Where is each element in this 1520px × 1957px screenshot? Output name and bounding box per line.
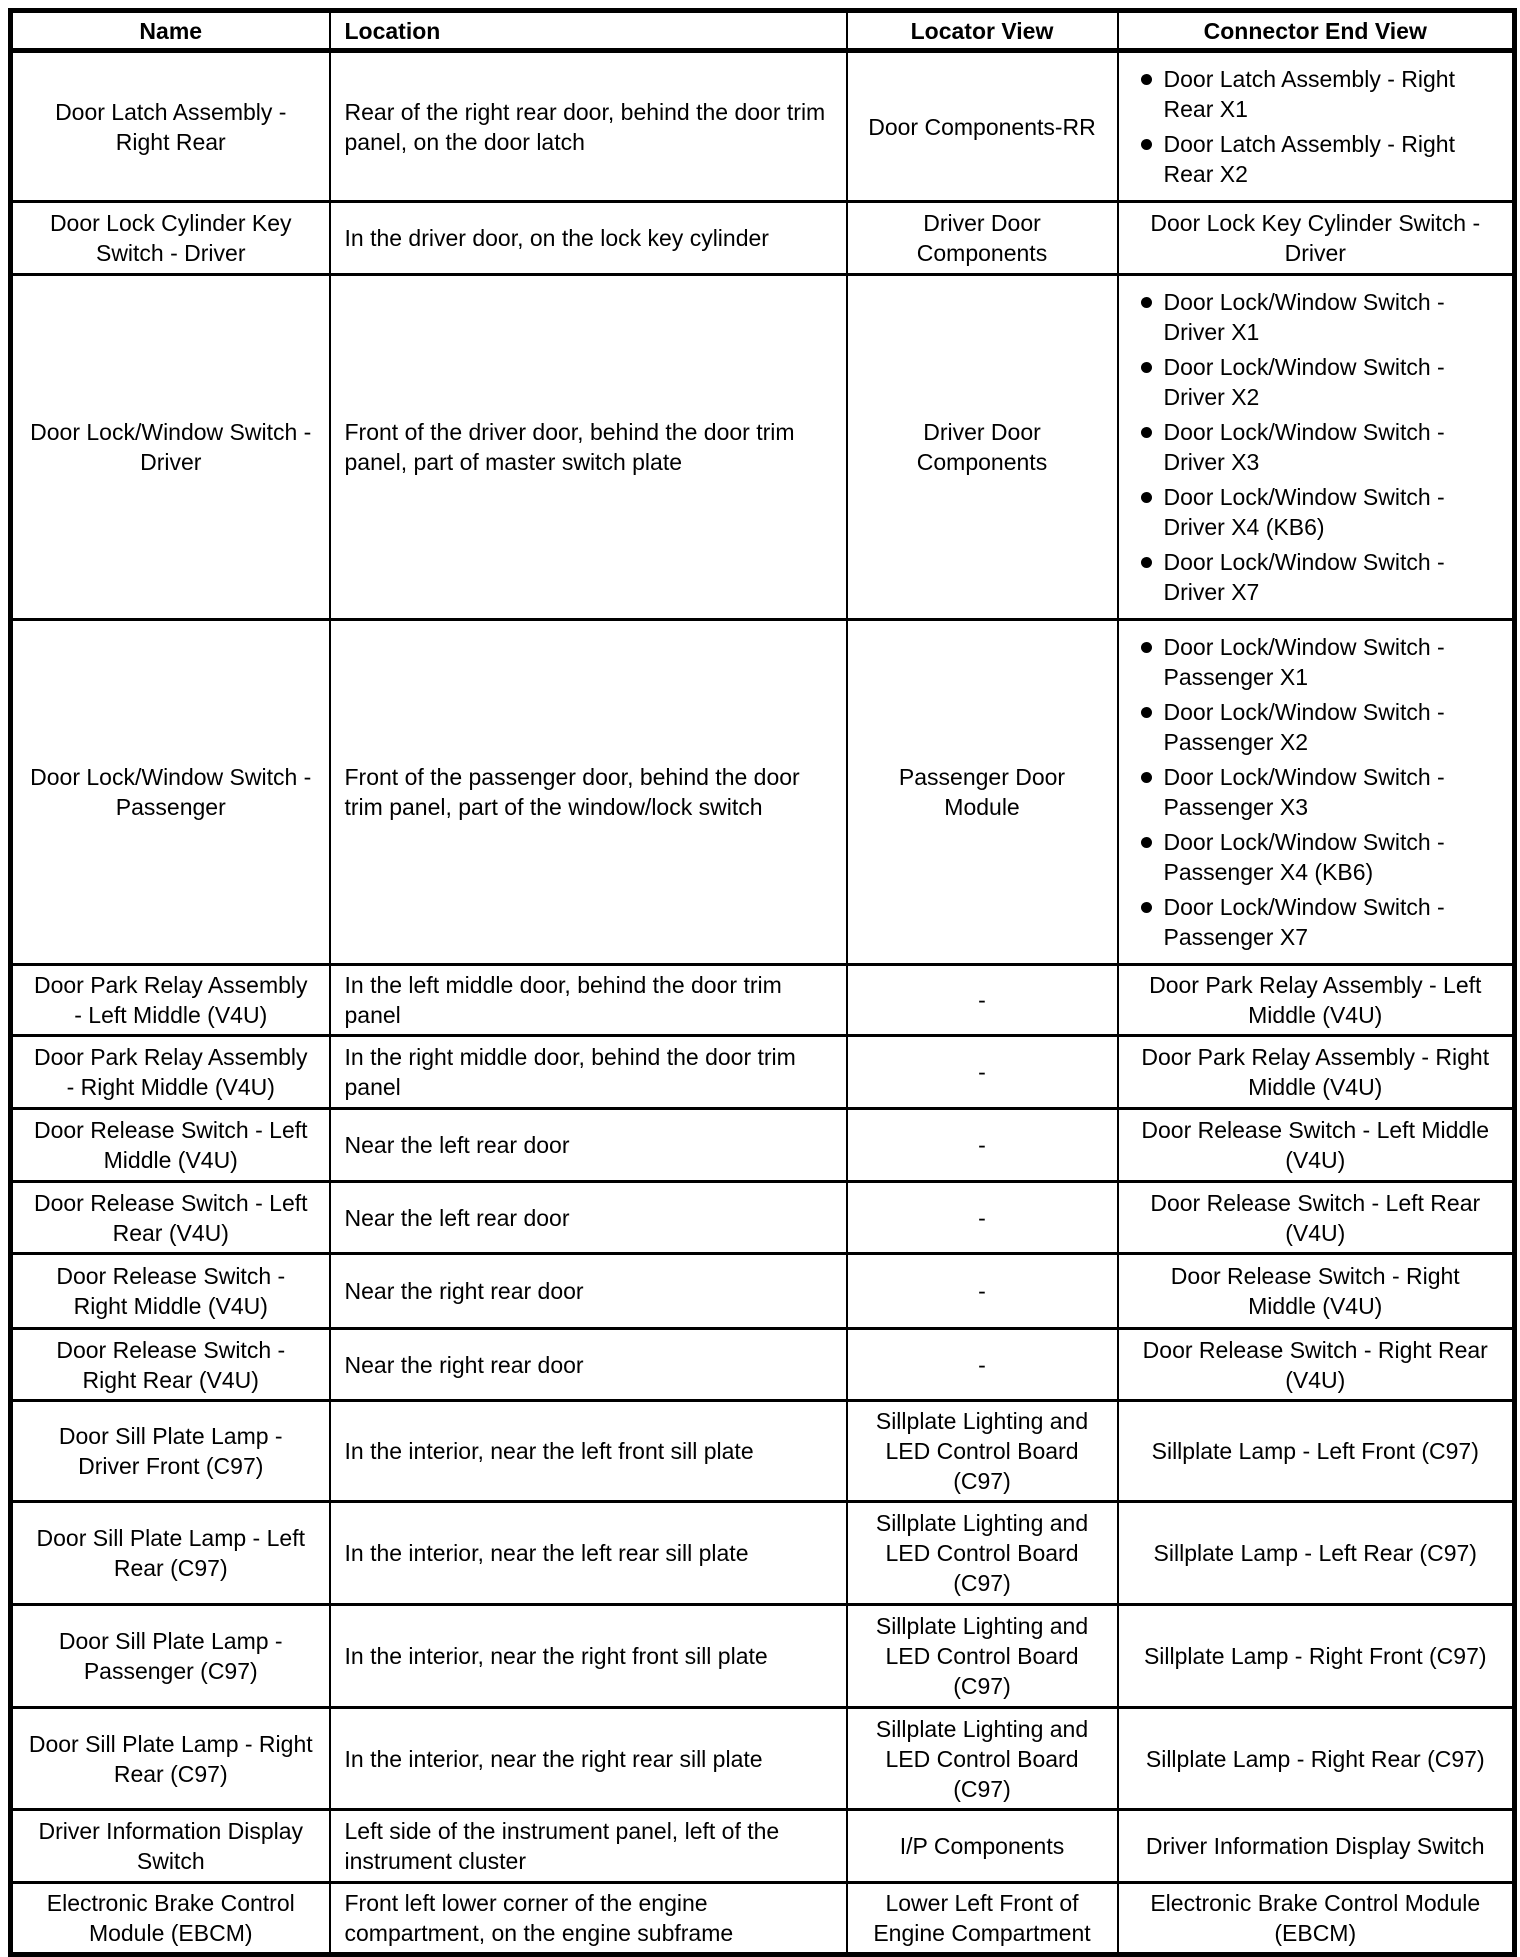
cell-connector-end-view: Door Release Switch - Right Rear (V4U) <box>1118 1329 1515 1401</box>
cell-name: Door Sill Plate Lamp - Driver Front (C97) <box>11 1401 330 1502</box>
column-header-name: Name <box>11 11 330 51</box>
cell-locator-view: I/P Components <box>847 1810 1118 1883</box>
table-row <box>11 51 1515 202</box>
table-row <box>11 965 1515 1036</box>
cell-name: Door Park Relay Assembly - Left Middle (V4U) <box>11 965 330 1036</box>
connector-list-item <box>1141 892 1507 952</box>
bullet-icon <box>1141 362 1152 373</box>
cell-locator-view: Sillplate Lighting and LED Control Board (C97) <box>847 1502 1118 1605</box>
table-row <box>11 1036 1515 1109</box>
cell-locator-view: - <box>847 1109 1118 1182</box>
table-row <box>11 1883 1515 1955</box>
cell-connector-end-view <box>1118 275 1515 620</box>
connector-list-item <box>1141 417 1507 477</box>
bullet-icon <box>1141 74 1152 85</box>
connector-item-label: Door Lock/Window Switch - Driver X7 <box>1163 549 1445 605</box>
cell-location: Front of the driver door, behind the door trim panel, part of master switch plate <box>330 275 847 620</box>
connector-item-label: Door Lock/Window Switch - Passenger X1 <box>1163 634 1445 690</box>
cell-connector-end-view: Door Park Relay Assembly - Left Middle (V4U) <box>1118 965 1515 1036</box>
table-header <box>11 11 1515 51</box>
cell-location: In the interior, near the left front sill plate <box>330 1401 847 1502</box>
connector-list-item <box>1141 482 1507 542</box>
cell-locator-view: - <box>847 965 1118 1036</box>
bullet-icon <box>1141 139 1152 150</box>
connector-item-label: Door Lock/Window Switch - Driver X3 <box>1163 419 1445 475</box>
bullet-icon <box>1141 492 1152 503</box>
connector-item-label: Door Lock/Window Switch - Passenger X2 <box>1163 699 1445 755</box>
cell-name: Door Park Relay Assembly - Right Middle (V4U) <box>11 1036 330 1109</box>
cell-locator-view: Sillplate Lighting and LED Control Board (C97) <box>847 1401 1118 1502</box>
cell-location: In the right middle door, behind the door trim panel <box>330 1036 847 1109</box>
cell-locator-view: - <box>847 1182 1118 1254</box>
cell-name: Driver Information Display Switch <box>11 1810 330 1883</box>
column-header-connector-end-view: Connector End View <box>1118 11 1515 51</box>
bullet-icon <box>1141 772 1152 783</box>
column-header-locator-view: Locator View <box>847 11 1118 51</box>
table-row <box>11 1401 1515 1502</box>
cell-location: Front left lower corner of the engine compartment, on the engine subframe <box>330 1883 847 1955</box>
cell-connector-end-view: Door Release Switch - Right Middle (V4U) <box>1118 1254 1515 1329</box>
cell-connector-end-view: Door Park Relay Assembly - Right Middle (V4U) <box>1118 1036 1515 1109</box>
cell-connector-end-view: Driver Information Display Switch <box>1118 1810 1515 1883</box>
connector-list-item <box>1141 827 1507 887</box>
cell-connector-end-view: Electronic Brake Control Module (EBCM) <box>1118 1883 1515 1955</box>
connector-list-item <box>1141 64 1507 124</box>
connector-list-item <box>1141 129 1507 189</box>
cell-location: In the driver door, on the lock key cylinder <box>330 202 847 275</box>
cell-locator-view: Driver Door Components <box>847 275 1118 620</box>
connector-bullet-list <box>1141 632 1507 952</box>
bullet-icon <box>1141 297 1152 308</box>
table-row <box>11 1810 1515 1883</box>
connector-item-label: Door Latch Assembly - Right Rear X2 <box>1163 131 1455 187</box>
cell-name: Door Lock/Window Switch - Driver <box>11 275 330 620</box>
connector-list-item <box>1141 697 1507 757</box>
connector-item-label: Door Lock/Window Switch - Passenger X3 <box>1163 764 1445 820</box>
cell-location: Rear of the right rear door, behind the door trim panel, on the door latch <box>330 51 847 202</box>
cell-connector-end-view: Door Release Switch - Left Rear (V4U) <box>1118 1182 1515 1254</box>
connector-item-label: Door Lock/Window Switch - Passenger X7 <box>1163 894 1445 950</box>
cell-location: Near the left rear door <box>330 1109 847 1182</box>
cell-connector-end-view: Door Lock Key Cylinder Switch - Driver <box>1118 202 1515 275</box>
cell-location: Near the right rear door <box>330 1329 847 1401</box>
table-row <box>11 202 1515 275</box>
cell-name: Door Lock Cylinder Key Switch - Driver <box>11 202 330 275</box>
cell-locator-view: - <box>847 1329 1118 1401</box>
cell-connector-end-view: Sillplate Lamp - Left Front (C97) <box>1118 1401 1515 1502</box>
cell-name: Door Sill Plate Lamp - Left Rear (C97) <box>11 1502 330 1605</box>
table-row <box>11 1182 1515 1254</box>
cell-name: Door Release Switch - Left Middle (V4U) <box>11 1109 330 1182</box>
connector-item-label: Door Lock/Window Switch - Passenger X4 (KB6) <box>1163 829 1445 885</box>
cell-locator-view: Lower Left Front of Engine Compartment <box>847 1883 1118 1955</box>
connector-item-label: Door Lock/Window Switch - Driver X1 <box>1163 289 1445 345</box>
connector-list-item <box>1141 287 1507 347</box>
cell-location: Left side of the instrument panel, left of the instrument cluster <box>330 1810 847 1883</box>
cell-locator-view: Sillplate Lighting and LED Control Board (C97) <box>847 1605 1118 1708</box>
cell-name: Door Release Switch - Right Rear (V4U) <box>11 1329 330 1401</box>
bullet-icon <box>1141 902 1152 913</box>
table-row <box>11 1254 1515 1329</box>
cell-connector-end-view: Door Release Switch - Left Middle (V4U) <box>1118 1109 1515 1182</box>
cell-connector-end-view: Sillplate Lamp - Right Front (C97) <box>1118 1605 1515 1708</box>
table-row <box>11 620 1515 965</box>
table-row <box>11 1708 1515 1810</box>
cell-name: Door Lock/Window Switch - Passenger <box>11 620 330 965</box>
cell-location: Near the right rear door <box>330 1254 847 1329</box>
bullet-icon <box>1141 837 1152 848</box>
table-row <box>11 1502 1515 1605</box>
column-header-location: Location <box>330 11 847 51</box>
connector-list-item <box>1141 632 1507 692</box>
bullet-icon <box>1141 427 1152 438</box>
table-row <box>11 275 1515 620</box>
cell-connector-end-view <box>1118 620 1515 965</box>
connector-list-item <box>1141 352 1507 412</box>
cell-connector-end-view <box>1118 51 1515 202</box>
component-connector-table <box>8 8 1517 1957</box>
cell-locator-view: Sillplate Lighting and LED Control Board (C97) <box>847 1708 1118 1810</box>
cell-location: In the left middle door, behind the door trim panel <box>330 965 847 1036</box>
cell-location: In the interior, near the left rear sill plate <box>330 1502 847 1605</box>
table-row <box>11 1109 1515 1182</box>
connector-item-label: Door Latch Assembly - Right Rear X1 <box>1163 66 1455 122</box>
cell-locator-view: Door Components-RR <box>847 51 1118 202</box>
cell-connector-end-view: Sillplate Lamp - Right Rear (C97) <box>1118 1708 1515 1810</box>
table-body <box>11 51 1515 1955</box>
cell-locator-view: Passenger Door Module <box>847 620 1118 965</box>
connector-list-item <box>1141 762 1507 822</box>
table-row <box>11 1605 1515 1708</box>
cell-location: Near the left rear door <box>330 1182 847 1254</box>
connector-bullet-list <box>1141 287 1507 607</box>
cell-connector-end-view: Sillplate Lamp - Left Rear (C97) <box>1118 1502 1515 1605</box>
cell-location: In the interior, near the right rear sill plate <box>330 1708 847 1810</box>
table-row <box>11 1329 1515 1401</box>
bullet-icon <box>1141 557 1152 568</box>
header-row <box>11 11 1515 51</box>
connector-bullet-list <box>1141 64 1507 189</box>
cell-name: Door Sill Plate Lamp - Passenger (C97) <box>11 1605 330 1708</box>
connector-item-label: Door Lock/Window Switch - Driver X4 (KB6) <box>1163 484 1445 540</box>
cell-location: Front of the passenger door, behind the door trim panel, part of the window/lock switch <box>330 620 847 965</box>
cell-name: Door Latch Assembly - Right Rear <box>11 51 330 202</box>
cell-locator-view: Driver Door Components <box>847 202 1118 275</box>
cell-locator-view: - <box>847 1036 1118 1109</box>
connector-item-label: Door Lock/Window Switch - Driver X2 <box>1163 354 1445 410</box>
cell-name: Door Release Switch - Right Middle (V4U) <box>11 1254 330 1329</box>
cell-name: Door Sill Plate Lamp - Right Rear (C97) <box>11 1708 330 1810</box>
connector-list-item <box>1141 547 1507 607</box>
bullet-icon <box>1141 642 1152 653</box>
cell-location: In the interior, near the right front sill plate <box>330 1605 847 1708</box>
bullet-icon <box>1141 707 1152 718</box>
cell-locator-view: - <box>847 1254 1118 1329</box>
cell-name: Electronic Brake Control Module (EBCM) <box>11 1883 330 1955</box>
cell-name: Door Release Switch - Left Rear (V4U) <box>11 1182 330 1254</box>
